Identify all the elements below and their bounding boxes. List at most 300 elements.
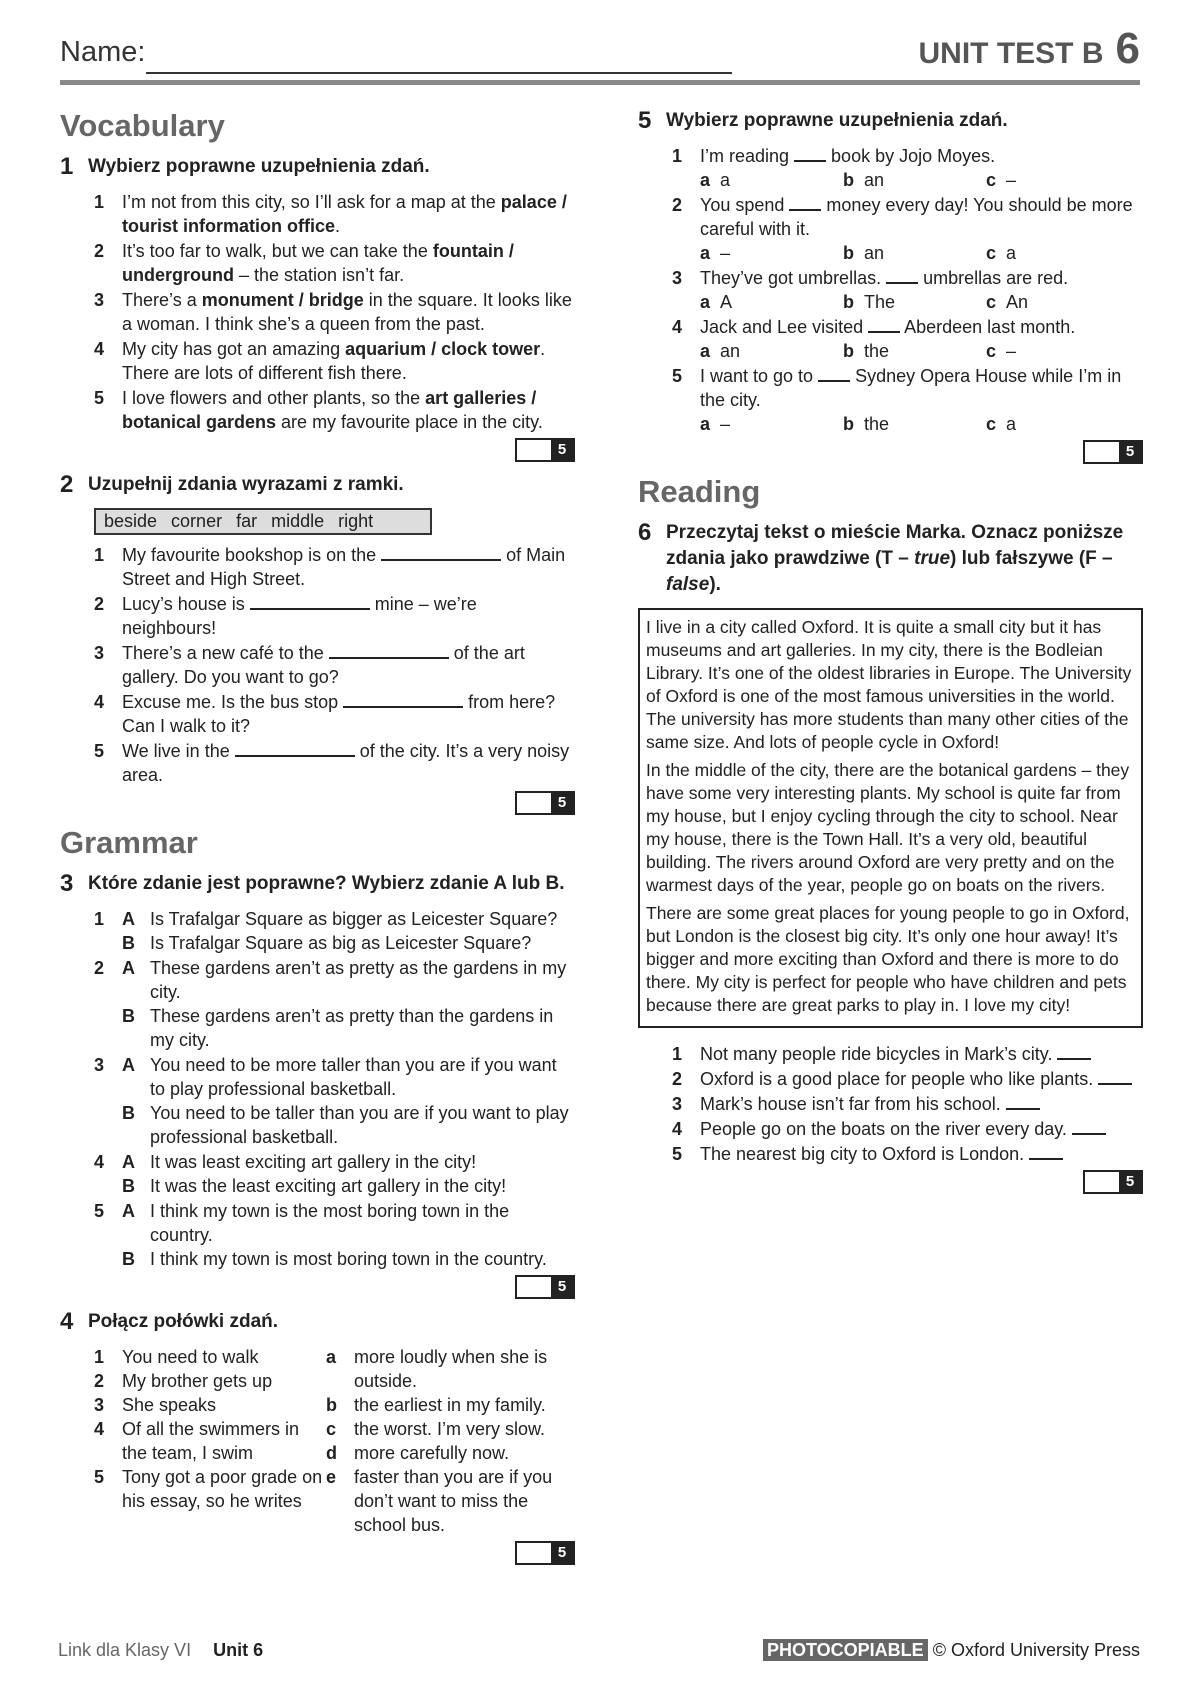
item-letter: d [326, 1443, 337, 1463]
item-number: 3 [672, 1094, 683, 1114]
score-max: 5 [551, 793, 573, 813]
option-b[interactable] [843, 168, 986, 192]
word-box-item: middle [271, 511, 325, 531]
item-number: 4 [672, 317, 683, 337]
choice-options[interactable]: aquarium / clock tower [345, 339, 541, 359]
item-number: 5 [94, 1467, 105, 1487]
answer-blank[interactable] [1029, 1143, 1063, 1160]
option-c[interactable] [986, 168, 1129, 192]
text-part: of the city. It’s a very noisy area. [122, 741, 570, 785]
text-part: Aberdeen last month. [900, 317, 1076, 337]
score-box [60, 1275, 575, 1299]
text-part: My city has got an amazing [122, 339, 346, 359]
item-text [700, 1142, 1143, 1166]
text-part: I’m not from this city, so I’ll ask for a map at the [122, 192, 501, 212]
answer-options [700, 241, 1143, 265]
page-header [60, 22, 1140, 85]
list-item [672, 315, 1143, 363]
item-number: 3 [94, 290, 105, 310]
item-number: 5 [94, 741, 105, 761]
text-part: We live in the [122, 741, 235, 761]
reading-paragraph: There are some great places for young people to go in Oxford, but London is the closest big city. It’s only one hour away! It’s bigger and more exciting than Oxford and there is more to do there. My city is perfect for people who have children and pets because there are great parks to play in. I love my city! [646, 903, 1130, 1015]
option-text: You need to be more taller than you are if you want to play professional basketball. [150, 1055, 557, 1099]
item-text [122, 641, 575, 689]
exercise-4-heading [60, 1309, 575, 1335]
option-b[interactable] [122, 1174, 575, 1198]
option-text: a [1006, 414, 1017, 434]
option-letter: b [843, 243, 854, 263]
answer-blank[interactable] [818, 365, 850, 382]
option-text: I think my town is most boring town in the country. [150, 1249, 547, 1269]
exercise-2-heading [60, 472, 575, 498]
option-letter: B [122, 1249, 135, 1269]
exercise-number: 6 [638, 519, 652, 546]
exercise-5-heading [638, 108, 1143, 134]
section-title-reading: Reading [638, 474, 761, 509]
answer-blank[interactable] [235, 740, 355, 757]
option-letter: A [122, 909, 135, 929]
list-item [94, 1053, 575, 1149]
option-letter: a [700, 243, 711, 263]
option-letter: b [843, 292, 854, 312]
item-text: She speaks [122, 1395, 217, 1415]
option-letter: c [986, 414, 997, 434]
option-text: the [864, 414, 890, 434]
instruction-part: ). [709, 574, 721, 595]
option-letter: b [843, 414, 854, 434]
text-part: in the square. It looks like a woman. I think she’s a queen from the past. [122, 290, 572, 334]
option-a[interactable] [122, 956, 575, 1004]
item-number: 4 [94, 692, 105, 712]
score-box [60, 438, 575, 462]
option-text: – [1006, 170, 1017, 190]
item-number: 2 [94, 1371, 105, 1391]
option-b[interactable] [843, 290, 986, 314]
item-number: 2 [672, 195, 683, 215]
unit-number: 6 [1115, 24, 1140, 73]
list-item [672, 144, 1143, 192]
instruction-part: Przeczytaj tekst o mieście Marka. Oznacz poniższe zdania jako prawdziwe (T – [666, 522, 1124, 569]
option-a[interactable] [700, 290, 843, 314]
option-text: An [1006, 292, 1029, 312]
option-text: a [1006, 243, 1017, 263]
answer-blank[interactable] [343, 691, 463, 708]
text-part: I love flowers and other plants, so the [122, 388, 426, 408]
answer-blank[interactable] [1057, 1043, 1091, 1060]
item-text [122, 592, 575, 640]
option-letter: c [986, 292, 997, 312]
left-column [60, 108, 575, 1575]
text-part: umbrellas are red. [918, 268, 1069, 288]
option-text: A [720, 292, 733, 312]
matching-right-item[interactable] [326, 1441, 575, 1465]
item-number: 3 [672, 268, 683, 288]
exercise-instruction: Wybierz poprawne uzupełnienia zdań. [88, 156, 430, 177]
answer-blank[interactable] [794, 145, 826, 162]
list-item [94, 190, 575, 238]
item-number: 5 [672, 366, 683, 386]
answer-options [700, 168, 1143, 192]
item-text: You need to walk [122, 1347, 259, 1367]
option-text: It was the least exciting art gallery in the city! [150, 1176, 507, 1196]
item-number: 3 [94, 643, 105, 663]
option-a[interactable] [700, 412, 843, 436]
item-text [122, 239, 575, 287]
footer-right [763, 1640, 1140, 1661]
item-text [700, 193, 1143, 265]
text-part: Sydney Opera House while I’m in the city. [700, 366, 1122, 410]
list-item [672, 193, 1143, 265]
score-box [638, 440, 1143, 464]
item-options [122, 1150, 575, 1198]
item-number: 2 [94, 958, 105, 978]
text-part: Lucy’s house is [122, 594, 250, 614]
option-c[interactable] [986, 339, 1129, 363]
item-sentence [700, 266, 1143, 290]
matching-left-item [94, 1369, 326, 1393]
list-item [94, 690, 575, 738]
exercise-1-heading [60, 154, 575, 180]
text-part: It’s too far to walk, but we can take the [122, 241, 433, 261]
text-part: There’s a new café to the [122, 643, 329, 663]
item-text [122, 690, 575, 738]
answer-blank[interactable] [250, 593, 370, 610]
true-word: true [914, 548, 951, 569]
score-max: 5 [1119, 442, 1141, 462]
option-letter: B [122, 933, 135, 953]
instruction-part: ) lub fałszywe (F – [950, 548, 1113, 569]
list-item [94, 288, 575, 336]
text-part: Not many people ride bicycles in Mark’s city. [700, 1044, 1058, 1064]
matching-right-item[interactable] [326, 1393, 575, 1417]
list-item [94, 907, 575, 955]
exercise-1-items [60, 190, 575, 434]
score-input[interactable] [1085, 442, 1119, 462]
option-text: These gardens aren’t as pretty than the gardens in my city. [150, 1006, 554, 1050]
score-max: 5 [551, 1277, 573, 1297]
option-text: Is Trafalgar Square as big as Leicester Square? [150, 933, 532, 953]
text-part: Excuse me. Is the bus stop [122, 692, 344, 712]
item-text [700, 364, 1143, 436]
item-text [122, 337, 575, 385]
score-input[interactable] [517, 1543, 551, 1563]
text-part: Oxford is a good place for people who like plants. [700, 1069, 1099, 1089]
option-c[interactable] [986, 290, 1129, 314]
unit-test-title [919, 24, 1140, 74]
option-letter: A [122, 1152, 135, 1172]
option-text: I think my town is the most boring town in the country. [150, 1201, 510, 1245]
item-text [700, 1117, 1143, 1141]
option-text: an [864, 243, 885, 263]
option-text: You need to be taller than you are if you want to play professional basketball. [150, 1103, 569, 1147]
option-letter: a [700, 292, 711, 312]
item-text: My brother gets up [122, 1371, 273, 1391]
list-item [672, 266, 1143, 314]
answer-options [700, 412, 1143, 436]
matching-left-item [94, 1345, 326, 1369]
item-text [122, 190, 575, 238]
answer-blank[interactable] [868, 316, 900, 333]
text-part: Mark’s house isn’t far from his school. [700, 1094, 1006, 1114]
name-field-line[interactable] [146, 72, 732, 74]
option-text: – [720, 243, 731, 263]
answer-blank[interactable] [381, 544, 501, 561]
exercise-3-heading [60, 871, 575, 897]
score-input[interactable] [517, 793, 551, 813]
text-part: money every day! You should be more careful with it. [700, 195, 1133, 239]
text-part: . There are lots of different fish there. [122, 339, 546, 383]
item-number: 2 [94, 594, 105, 614]
text-part: The nearest big city to Oxford is London. [700, 1144, 1030, 1164]
list-item [672, 364, 1143, 436]
choice-options[interactable]: art galleries / botanical gardens [122, 388, 537, 432]
score-input[interactable] [517, 440, 551, 460]
exercise-3-items [60, 907, 575, 1271]
option-letter: a [700, 170, 711, 190]
item-options [122, 956, 575, 1052]
list-item [94, 1199, 575, 1271]
matching-right-column [326, 1345, 575, 1537]
score-input[interactable] [1085, 1172, 1119, 1192]
item-number: 3 [94, 1395, 105, 1415]
exercise-number: 5 [638, 107, 652, 134]
option-b[interactable] [122, 931, 575, 955]
score-box [60, 1541, 575, 1565]
item-text [122, 386, 575, 434]
item-sentence [700, 364, 1143, 412]
word-box-item: corner [171, 511, 223, 531]
item-text [122, 739, 575, 787]
score-box [60, 791, 575, 815]
reading-paragraph: I live in a city called Oxford. It is quite a small city but it has museums and art galleries. In my city, there is the Bodleian Library. It’s one of the oldest libraries in Europe. The University of Oxford is one of the most famous universities in the world. The university has more students than many other cities of the same size. And lots of people cycle in Oxford! [646, 617, 1132, 752]
option-b[interactable] [843, 412, 986, 436]
text-part: People go on the boats on the river every day. [700, 1119, 1072, 1139]
exercise-number: 4 [60, 1308, 74, 1335]
item-options [122, 1053, 575, 1149]
footer-left [58, 1640, 263, 1661]
item-number: 1 [94, 909, 105, 929]
text-part: You spend [700, 195, 790, 215]
option-a[interactable] [700, 241, 843, 265]
option-text: The [864, 292, 896, 312]
exercise-instruction [666, 520, 1143, 598]
list-item [94, 739, 575, 787]
item-number: 1 [94, 1347, 105, 1367]
item-text [700, 1092, 1143, 1116]
choice-options[interactable]: palace / tourist information office [122, 192, 567, 236]
answer-options [700, 290, 1143, 314]
option-text: It was least exciting art gallery in the city! [150, 1152, 477, 1172]
answer-blank[interactable] [1072, 1118, 1106, 1135]
item-text: Of all the swimmers in the team, I swim [122, 1419, 300, 1463]
option-letter: B [122, 1176, 135, 1196]
option-a[interactable] [700, 168, 843, 192]
option-letter: B [122, 1006, 135, 1026]
option-b[interactable] [843, 339, 986, 363]
section-title-grammar: Grammar [60, 825, 198, 860]
score-max: 5 [1119, 1172, 1141, 1192]
item-text: the earliest in my family. [354, 1395, 546, 1415]
answer-blank[interactable] [789, 194, 821, 211]
option-a[interactable] [700, 339, 843, 363]
item-text [700, 266, 1143, 314]
option-letter: c [986, 170, 997, 190]
word-box-item: far [236, 511, 258, 531]
item-sentence [700, 193, 1143, 241]
item-number: 1 [94, 192, 105, 212]
item-sentence [700, 315, 1143, 339]
word-box [94, 508, 432, 535]
text-part: I’m reading [700, 146, 795, 166]
option-letter: A [122, 958, 135, 978]
item-text: faster than you are if you don’t want to miss the school bus. [354, 1467, 553, 1535]
option-text: Is Trafalgar Square as bigger as Leicester Square? [150, 909, 558, 929]
option-b[interactable] [843, 241, 986, 265]
list-item [94, 239, 575, 287]
option-b[interactable] [122, 1247, 575, 1271]
matching-right-item[interactable] [326, 1465, 575, 1537]
list-item [672, 1042, 1143, 1066]
answer-blank[interactable] [1098, 1068, 1132, 1085]
text-part: are my favourite place in the city. [276, 412, 543, 432]
item-letter: b [326, 1395, 337, 1415]
score-max: 5 [551, 440, 573, 460]
option-c[interactable] [986, 412, 1129, 436]
exercise-number: 2 [60, 471, 74, 498]
text-part: from here? Can I walk to it? [122, 692, 556, 736]
item-number: 2 [94, 241, 105, 261]
item-letter: e [326, 1467, 337, 1487]
photocopiable-badge: PHOTOCOPIABLE [763, 1639, 928, 1661]
word-box-item: beside [104, 511, 158, 531]
exercise-number: 3 [60, 870, 74, 897]
option-text: These gardens aren’t as pretty as the gardens in my city. [150, 958, 567, 1002]
item-number: 5 [94, 388, 105, 408]
option-letter: A [122, 1055, 135, 1075]
matching-left-item [94, 1417, 326, 1465]
item-number: 5 [94, 1201, 105, 1221]
item-text: the worst. I’m very slow. [354, 1419, 546, 1439]
item-text: more loudly when she is outside. [354, 1347, 548, 1391]
list-item [94, 592, 575, 640]
item-options [122, 1199, 575, 1271]
option-letter: B [122, 1103, 135, 1123]
option-a[interactable] [122, 1150, 575, 1174]
list-item [94, 1150, 575, 1198]
option-letter: c [986, 243, 997, 263]
option-b[interactable] [122, 1004, 575, 1052]
unit-test-label: UNIT TEST B [918, 37, 1104, 70]
matching-left-item [94, 1465, 326, 1513]
item-options [122, 907, 575, 955]
option-b[interactable] [122, 1101, 575, 1149]
matching-right-item[interactable] [326, 1345, 575, 1393]
option-letter: b [843, 170, 854, 190]
option-text: – [720, 414, 731, 434]
footer-unit: Unit 6 [213, 1640, 264, 1660]
option-letter: A [122, 1201, 135, 1221]
item-number: 1 [672, 1044, 683, 1064]
footer-book-title: Link dla Klasy VI [58, 1640, 192, 1660]
list-item [94, 641, 575, 689]
option-text: – [1006, 341, 1017, 361]
list-item [94, 956, 575, 1052]
list-item [94, 543, 575, 591]
choice-options[interactable]: monument / bridge [201, 290, 364, 310]
item-number: 1 [672, 146, 683, 166]
option-text: a [720, 170, 731, 190]
exercise-5-items [638, 144, 1143, 436]
item-number: 4 [94, 339, 105, 359]
word-box-item: right [338, 511, 374, 531]
option-text: an [864, 170, 885, 190]
exercise-instruction: Które zdanie jest poprawne? Wybierz zdanie A lub B. [88, 873, 565, 894]
score-max: 5 [551, 1543, 573, 1563]
item-text: more carefully now. [354, 1443, 510, 1463]
score-input[interactable] [517, 1277, 551, 1297]
item-number: 1 [94, 545, 105, 565]
option-a[interactable] [122, 1199, 575, 1247]
item-number: 4 [94, 1152, 105, 1172]
matching-left-column [94, 1345, 326, 1537]
text-part: I want to go to [700, 366, 819, 386]
text-part: of the art gallery. Do you want to go? [122, 643, 525, 687]
item-number: 5 [672, 1144, 683, 1164]
list-item [94, 337, 575, 385]
item-text [700, 315, 1143, 363]
score-box [638, 1170, 1143, 1194]
option-letter: a [700, 341, 711, 361]
option-letter: a [700, 414, 711, 434]
item-number: 4 [672, 1119, 683, 1139]
exercise-instruction: Połącz połówki zdań. [88, 1311, 279, 1332]
option-letter: b [843, 341, 854, 361]
option-a[interactable] [122, 1053, 575, 1101]
copyright-text: © Oxford University Press [932, 1640, 1140, 1660]
item-letter: a [326, 1347, 337, 1367]
section-title-vocabulary: Vocabulary [60, 108, 225, 143]
answer-blank[interactable] [886, 267, 918, 284]
item-text [700, 1042, 1143, 1066]
text-part: – the station isn’t far. [233, 265, 405, 285]
matching-exercise [60, 1345, 575, 1537]
option-c[interactable] [986, 241, 1129, 265]
list-item [672, 1067, 1143, 1091]
item-text: Tony got a poor grade on his essay, so he writes [122, 1467, 323, 1511]
answer-blank[interactable] [329, 642, 449, 659]
list-item [94, 386, 575, 434]
reading-paragraph: In the middle of the city, there are the botanical gardens – they have some very interesting plants. My school is quite far from my house, but I enjoy cycling through the city to school. Near my house, there is the Town Hall. It’s a very old, beautiful building. The rivers around Oxford are very pretty and on the warmest days of the year, people go on boats on the rivers. [646, 760, 1130, 895]
text-part: They’ve got umbrellas. [700, 268, 887, 288]
exercise-6-heading [638, 520, 1143, 598]
choice-options[interactable]: fountain / underground [122, 241, 514, 285]
list-item [672, 1117, 1143, 1141]
matching-right-item[interactable] [326, 1417, 575, 1441]
matching-left-item [94, 1393, 326, 1417]
text-part: My favourite bookshop is on the [122, 545, 382, 565]
text-part: book by Jojo Moyes. [826, 146, 996, 166]
answer-options [700, 339, 1143, 363]
false-word: false [666, 574, 710, 595]
item-text [700, 1067, 1143, 1091]
option-a[interactable] [122, 907, 575, 931]
item-number: 4 [94, 1419, 105, 1439]
text-part: of Main Street and High Street. [122, 545, 566, 589]
answer-blank[interactable] [1006, 1093, 1040, 1110]
reading-text-box [638, 608, 1143, 1028]
item-sentence [700, 144, 1143, 168]
list-item [672, 1092, 1143, 1116]
